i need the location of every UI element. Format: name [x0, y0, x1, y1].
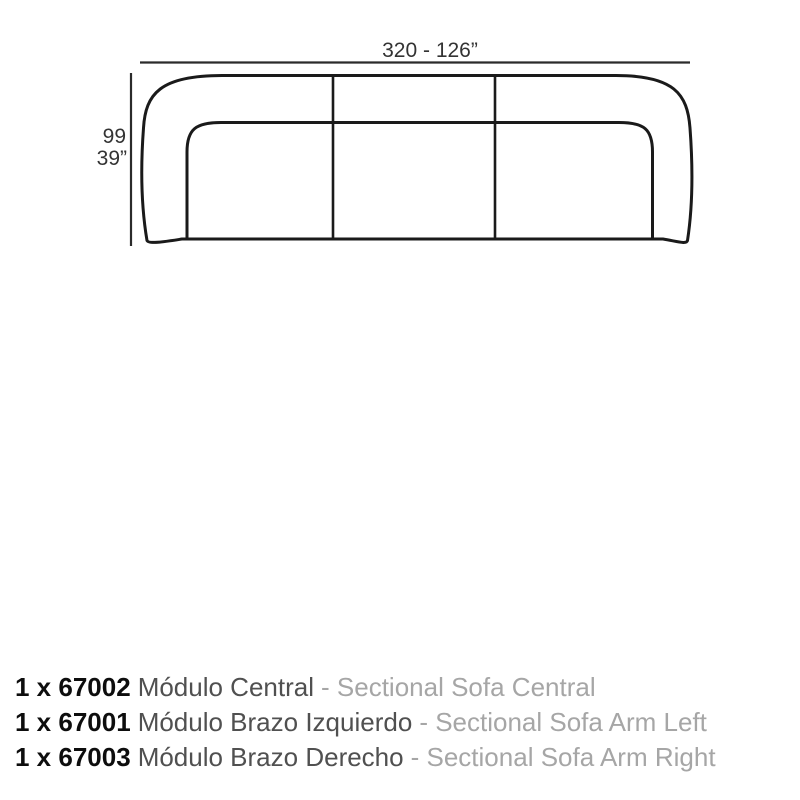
parts-list — [15, 670, 716, 775]
part-name-english: - Sectional Sofa Arm Left — [419, 707, 707, 737]
part-qty-code: 1 x 67002 — [15, 672, 131, 702]
part-name-english: - Sectional Sofa Arm Right — [410, 742, 716, 772]
width-dimension-label: 320 - 126” — [382, 39, 478, 62]
part-qty-code: 1 x 67001 — [15, 707, 131, 737]
height-dimension-label-inches: 39” — [96, 147, 127, 170]
part-qty-code: 1 x 67003 — [15, 742, 131, 772]
part-name-spanish: Módulo Brazo Derecho — [137, 742, 404, 772]
sofa-outer-outline — [142, 76, 692, 243]
sofa-seat-outline — [187, 123, 653, 240]
part-row-central — [15, 670, 716, 705]
part-row-arm-right — [15, 740, 716, 775]
part-name-english: - Sectional Sofa Central — [321, 672, 596, 702]
height-dimension-label-cm: 99 — [102, 125, 126, 148]
part-name-spanish: Módulo Brazo Izquierdo — [137, 707, 413, 737]
part-row-arm-left — [15, 705, 716, 740]
part-name-spanish: Módulo Central — [137, 672, 314, 702]
